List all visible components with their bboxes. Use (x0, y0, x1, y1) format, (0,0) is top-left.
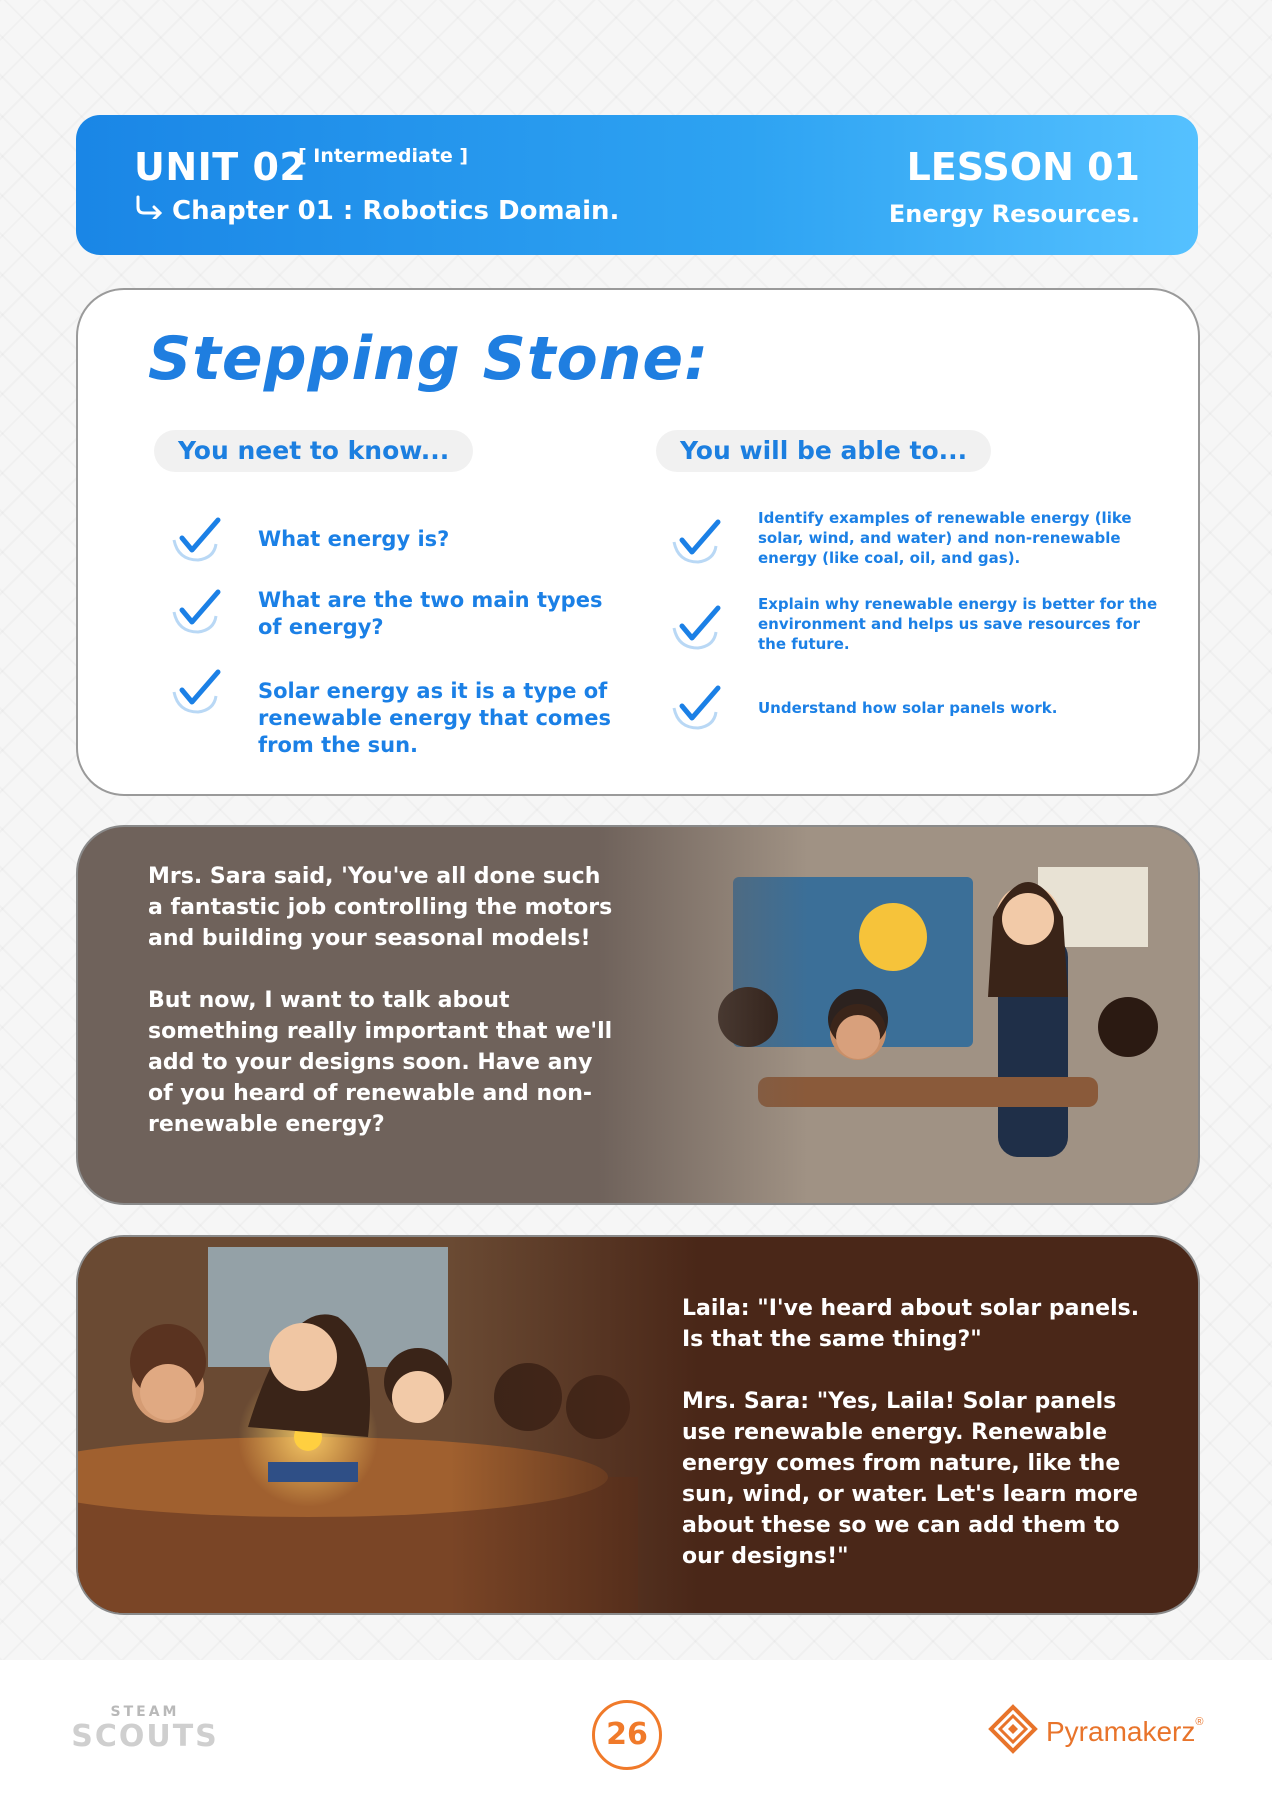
able-label: You will be able to... (656, 430, 991, 472)
classroom-illustration (598, 827, 1198, 1203)
check-icon (668, 512, 724, 568)
pyramakerz-logo (988, 1704, 1208, 1760)
steam-scouts-logo (70, 1694, 220, 1764)
able-item: Identify examples of renewable energy (like solar, wind, and water) and non-renewable energy (like coal, oil, and gas). (758, 509, 1132, 567)
svg-text:STEAM: STEAM (110, 1704, 180, 1720)
stepping-stone-card (76, 288, 1200, 796)
lesson-topic: Energy Resources. (888, 200, 1140, 228)
check-icon (168, 662, 224, 718)
able-item: Understand how solar panels work. (758, 699, 1058, 717)
check-icon (668, 598, 724, 654)
lesson-header (76, 115, 1198, 255)
table-scene-illustration (78, 1237, 698, 1613)
check-icon (668, 678, 724, 734)
svg-text:SCOUTS: SCOUTS (71, 1719, 219, 1754)
check-icon (168, 510, 224, 566)
chapter-title (134, 195, 619, 226)
lesson-title: LESSON 01 (906, 145, 1140, 189)
unit-level: [ Intermediate ] (298, 145, 469, 167)
page-number: 26 (592, 1700, 662, 1770)
know-item: What energy is? (258, 527, 450, 551)
story-panel-1 (76, 825, 1200, 1205)
pyramakerz-wordmark: Pyramakerz® (1046, 1716, 1204, 1747)
know-item: Solar energy as it is a type of renewable energy that comes from the sun. (258, 679, 611, 757)
story-2-text: Laila: "I've heard about solar panels. Is that the same thing?" Mrs. Sara: "Yes, Laila! Solar panels use renewable energy. Renewable energy comes from nature, like the sun, wind, or water. Let's learn more about these so we can add them to our designs!" (682, 1296, 1140, 1569)
story-panel-2 (76, 1235, 1200, 1615)
corner-arrow-icon (134, 195, 164, 226)
check-icon (168, 582, 224, 638)
story-1-text: Mrs. Sara said, 'You've all done such a fantastic job controlling the motors and building your seasonal models! But now, I want to talk about something really important that we'll add to your designs soon. Have any of you heard of renewable and non-renewable energy? (148, 864, 613, 1137)
stepping-stone-title: Stepping Stone: (148, 324, 710, 394)
know-label: You neet to know... (154, 430, 473, 472)
able-item: Explain why renewable energy is better for the environment and helps us save resources for the future. (758, 595, 1158, 653)
know-item: What are the two main types of energy? (258, 588, 603, 639)
page-footer (0, 1660, 1272, 1800)
unit-title: UNIT 02 (134, 145, 307, 189)
chapter-label: Chapter 01 : Robotics Domain. (172, 196, 620, 226)
pyramakerz-mark-icon (988, 1704, 1038, 1754)
